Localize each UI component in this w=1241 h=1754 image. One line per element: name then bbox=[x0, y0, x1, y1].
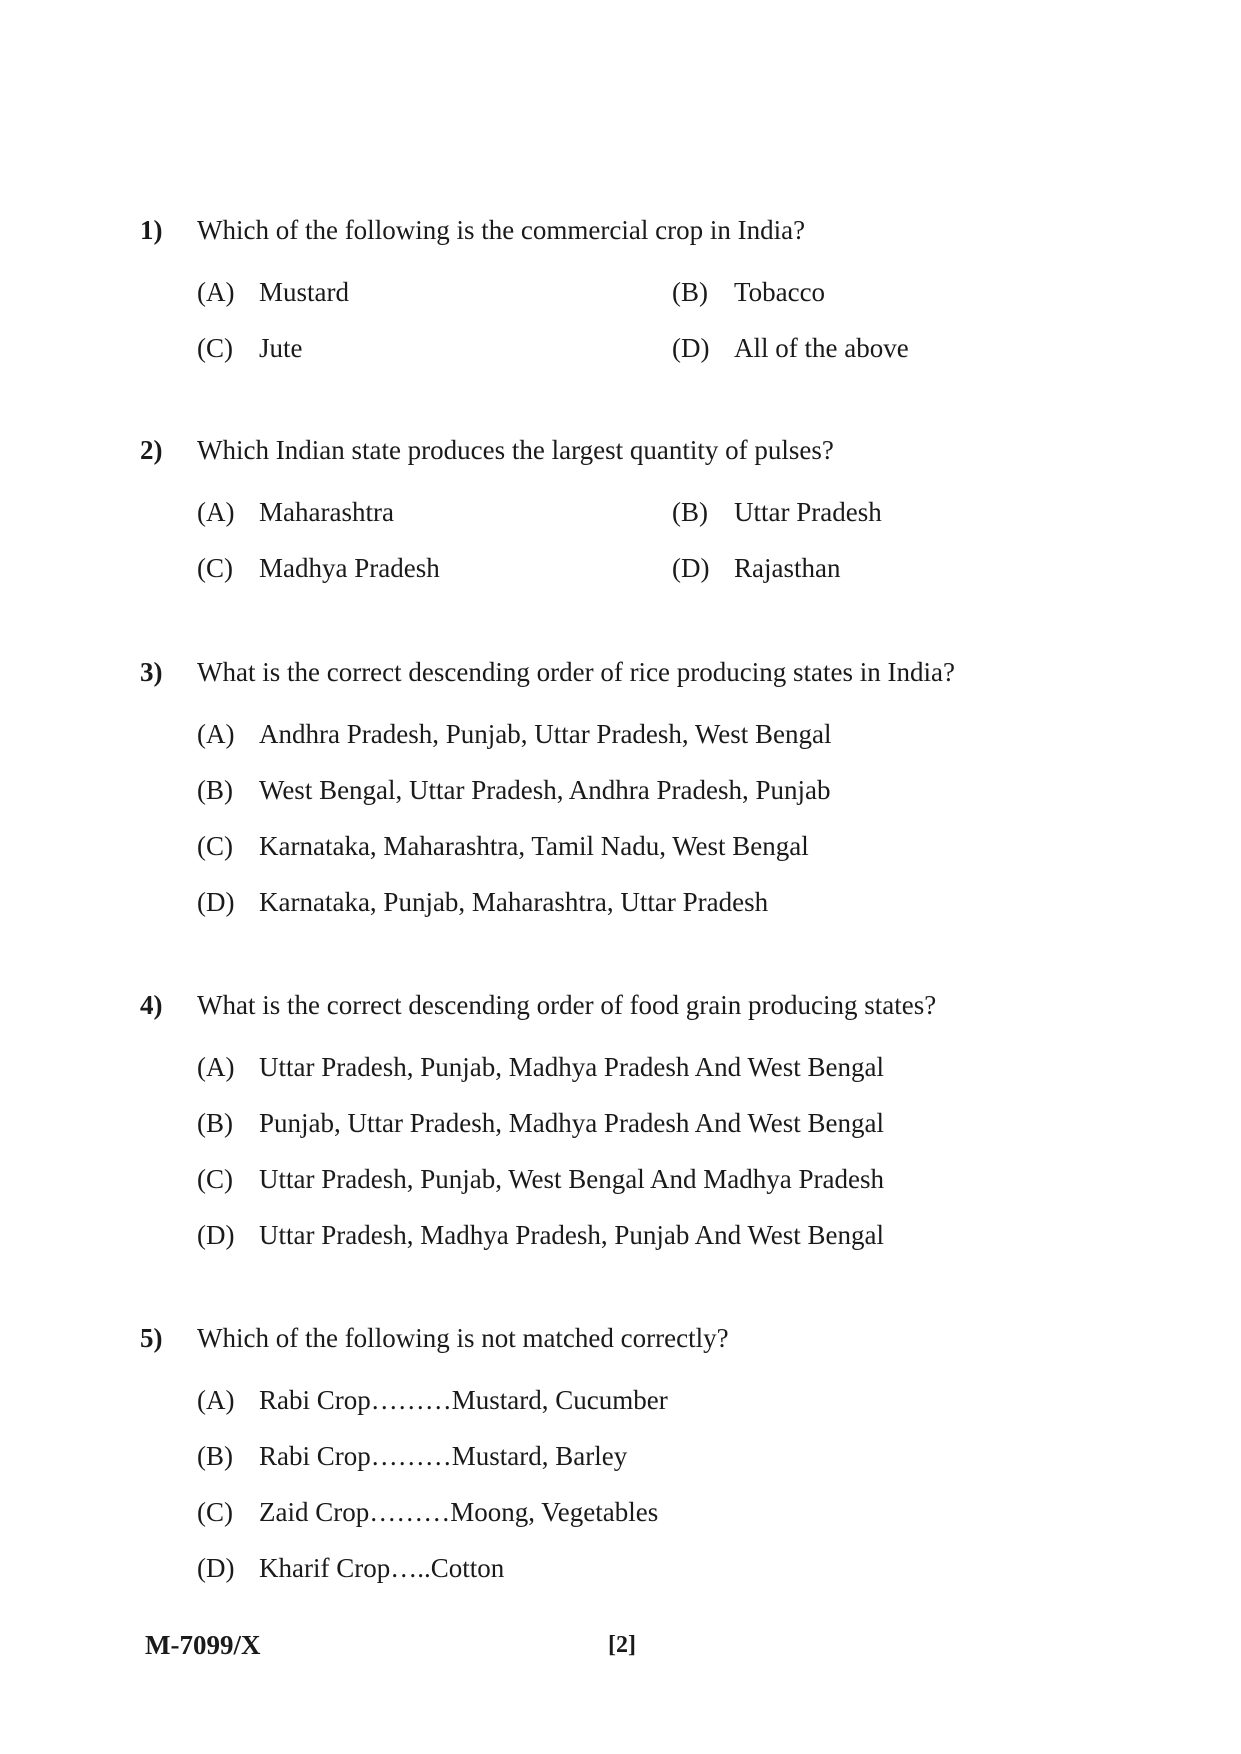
question-text: Which Indian state produces the largest quantity of pulses? bbox=[197, 435, 834, 465]
option-label: (B) bbox=[197, 1108, 233, 1138]
page-number: [2] bbox=[608, 1632, 636, 1658]
option-label: (B) bbox=[197, 775, 233, 805]
option-row bbox=[0, 1095, 1241, 1151]
question-line bbox=[0, 985, 1241, 1025]
option-row bbox=[0, 762, 1241, 818]
option-row bbox=[0, 818, 1241, 874]
option-text: Uttar Pradesh, Punjab, West Bengal And Madhya Pradesh bbox=[259, 1164, 884, 1194]
option-text: Uttar Pradesh bbox=[734, 497, 882, 527]
option-row bbox=[0, 1540, 1241, 1596]
option-text: Andhra Pradesh, Punjab, Uttar Pradesh, West Bengal bbox=[259, 719, 832, 749]
option-text: Karnataka, Punjab, Maharashtra, Uttar Pradesh bbox=[259, 887, 769, 917]
option-label: (B) bbox=[197, 1441, 233, 1471]
option-text: Rabi Crop………Mustard, Cucumber bbox=[259, 1385, 668, 1415]
option-row bbox=[0, 484, 1241, 540]
option-text: Zaid Crop………Moong, Vegetables bbox=[259, 1497, 659, 1527]
option-text: Punjab, Uttar Pradesh, Madhya Pradesh And West Bengal bbox=[259, 1108, 884, 1138]
option-row bbox=[0, 320, 1241, 376]
question-number: 2) bbox=[140, 435, 163, 465]
option-label: (D) bbox=[672, 553, 710, 583]
question-line bbox=[0, 652, 1241, 692]
question-text: Which of the following is not matched correctly? bbox=[197, 1323, 729, 1353]
question-2 bbox=[0, 430, 1241, 596]
option-row bbox=[0, 706, 1241, 762]
option-label: (C) bbox=[197, 831, 233, 861]
question-number: 1) bbox=[140, 215, 163, 245]
question-3 bbox=[0, 652, 1241, 930]
option-label: (D) bbox=[197, 887, 235, 917]
question-number: 4) bbox=[140, 990, 163, 1020]
option-text: Madhya Pradesh bbox=[259, 553, 440, 583]
option-row bbox=[0, 1484, 1241, 1540]
option-label: (A) bbox=[197, 277, 235, 307]
option-text: Rajasthan bbox=[734, 553, 841, 583]
option-row bbox=[0, 1151, 1241, 1207]
option-text: Maharashtra bbox=[259, 497, 394, 527]
question-1 bbox=[0, 210, 1241, 376]
option-label: (D) bbox=[197, 1220, 235, 1250]
question-4 bbox=[0, 985, 1241, 1263]
option-text: Rabi Crop………Mustard, Barley bbox=[259, 1441, 628, 1471]
question-text: What is the correct descending order of rice producing states in India? bbox=[197, 657, 955, 687]
option-text: Jute bbox=[259, 333, 303, 363]
option-label: (D) bbox=[197, 1553, 235, 1583]
option-row bbox=[0, 874, 1241, 930]
option-text: Uttar Pradesh, Punjab, Madhya Pradesh And West Bengal bbox=[259, 1052, 884, 1082]
option-text: Kharif Crop…..Cotton bbox=[259, 1553, 505, 1583]
option-label: (B) bbox=[672, 277, 708, 307]
question-number: 5) bbox=[140, 1323, 163, 1353]
question-text: What is the correct descending order of food grain producing states? bbox=[197, 990, 937, 1020]
question-line bbox=[0, 1318, 1241, 1358]
option-label: (A) bbox=[197, 497, 235, 527]
option-text: West Bengal, Uttar Pradesh, Andhra Pradesh, Punjab bbox=[259, 775, 831, 805]
option-label: (C) bbox=[197, 553, 233, 583]
question-line bbox=[0, 430, 1241, 470]
option-label: (C) bbox=[197, 1497, 233, 1527]
question-5 bbox=[0, 1318, 1241, 1596]
option-label: (B) bbox=[672, 497, 708, 527]
option-text: Karnataka, Maharashtra, Tamil Nadu, West Bengal bbox=[259, 831, 809, 861]
option-row bbox=[0, 264, 1241, 320]
option-label: (C) bbox=[197, 1164, 233, 1194]
question-line bbox=[0, 210, 1241, 250]
question-number: 3) bbox=[140, 657, 163, 687]
option-text: Mustard bbox=[259, 277, 349, 307]
option-row bbox=[0, 1039, 1241, 1095]
option-label: (D) bbox=[672, 333, 710, 363]
option-label: (A) bbox=[197, 719, 235, 749]
option-text: All of the above bbox=[734, 333, 909, 363]
paper-code: M-7099/X bbox=[145, 1630, 261, 1660]
option-row bbox=[0, 540, 1241, 596]
question-text: Which of the following is the commercial crop in India? bbox=[197, 215, 806, 245]
option-label: (A) bbox=[197, 1052, 235, 1082]
option-label: (A) bbox=[197, 1385, 235, 1415]
option-row bbox=[0, 1428, 1241, 1484]
option-text: Tobacco bbox=[734, 277, 826, 307]
option-row bbox=[0, 1372, 1241, 1428]
option-row bbox=[0, 1207, 1241, 1263]
option-label: (C) bbox=[197, 333, 233, 363]
option-text: Uttar Pradesh, Madhya Pradesh, Punjab And West Bengal bbox=[259, 1220, 884, 1250]
